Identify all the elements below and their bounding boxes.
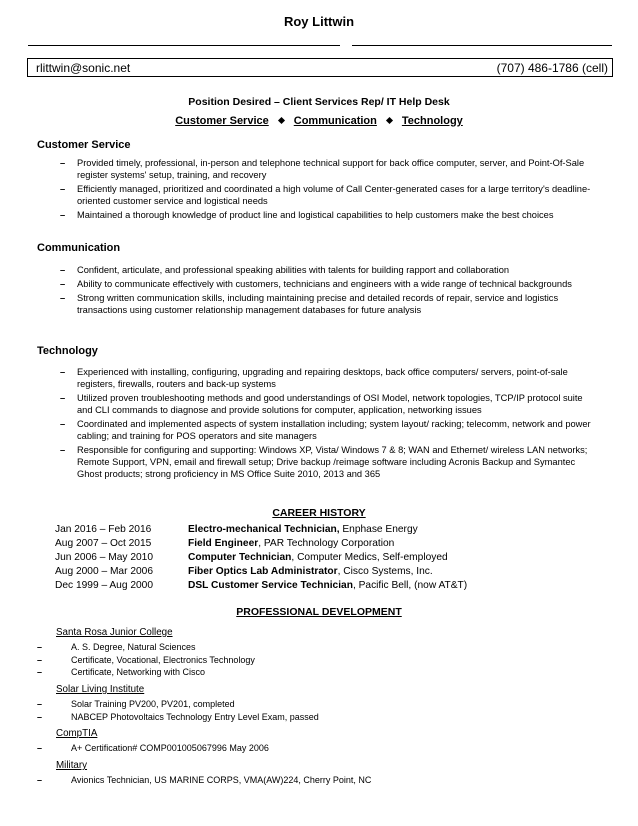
dash-bullet-icon: –	[60, 158, 66, 168]
career-employer: Enphase Energy	[339, 524, 418, 535]
dash-bullet-icon: –	[60, 367, 66, 377]
skill-communication: Communication	[293, 115, 377, 127]
career-dates: Aug 2007 – Oct 2015	[55, 538, 152, 549]
career-row	[55, 551, 615, 565]
section-heading-communication: Communication	[37, 242, 121, 254]
list-item	[37, 774, 597, 787]
dash-bullet-icon: –	[60, 393, 66, 403]
career-role	[188, 579, 467, 593]
list-item	[37, 666, 597, 679]
list-item-text: Responsible for configuring and supporting: Windows XP, Vista/ Windows 7 & 8; WAN and Ethernet/ wireless LAN networks; Remote Support, VPN, email and firewall setup; Drive backup /reimage software including Acronis Backup and Symantec Ghost products; strong proficiency in MS Office Suite 2010, 2013 and 365	[77, 445, 588, 479]
list-item-text: Coordinated and implemented aspects of system installation including; system layout/ racking; telecomm, network and power cabling; and training for POS operators and site managers	[77, 419, 591, 441]
dash-bullet-icon: –	[60, 184, 66, 194]
dash-bullet-icon: –	[37, 699, 43, 709]
career-dates: Dec 1999 – Aug 2000	[55, 580, 153, 591]
list-item	[37, 654, 597, 667]
career-role	[188, 551, 448, 565]
technology-list	[60, 366, 600, 482]
institution-name: Solar Living Institute	[56, 684, 145, 695]
list-item	[60, 392, 600, 416]
career-employer: , Cisco Systems, Inc.	[337, 566, 433, 577]
list-item	[60, 418, 600, 442]
career-title: DSL Customer Service Technician	[188, 580, 353, 591]
dash-bullet-icon: –	[60, 210, 66, 220]
list-item-text: A+ Certification# COMP001005067996 May 2006	[71, 743, 269, 753]
diamond-bullet-icon	[278, 117, 285, 124]
dash-bullet-icon: –	[60, 293, 66, 303]
list-item-text: Provided timely, professional, in-person and telephone technical support for back office computer, server, and Point-Of-Sale register systems' setup, training, and recovery	[77, 158, 585, 180]
dash-bullet-icon: –	[37, 743, 43, 753]
institution-name: Santa Rosa Junior College	[56, 627, 173, 638]
section-heading-technology: Technology	[37, 345, 98, 357]
career-row	[55, 537, 615, 551]
list-item	[60, 157, 600, 181]
list-item-text: Experienced with installing, configuring, upgrading and repairing desktops, back office computers/ servers, point-of-sale registers, firewalls, routers and back-up systems	[77, 367, 568, 389]
list-item	[37, 742, 597, 755]
institution-items	[37, 698, 597, 723]
career-dates: Jan 2016 – Feb 2016	[55, 524, 152, 535]
list-item	[60, 292, 600, 316]
section-heading-professional-development: PROFESSIONAL DEVELOPMENT	[236, 606, 402, 618]
list-item	[60, 209, 600, 221]
list-item	[60, 278, 600, 290]
dash-bullet-icon: –	[37, 642, 43, 652]
section-heading-career-history: CAREER HISTORY	[272, 507, 366, 519]
dash-bullet-icon: –	[37, 711, 43, 722]
career-dates: Jun 2006 – May 2010	[55, 552, 153, 563]
dash-bullet-icon: –	[37, 654, 43, 665]
career-role	[188, 537, 394, 551]
career-row	[55, 579, 615, 593]
dash-bullet-icon: –	[60, 265, 66, 275]
list-item-text: Certificate, Vocational, Electronics Technology	[71, 654, 255, 665]
dash-bullet-icon: –	[37, 775, 43, 785]
list-item	[37, 698, 597, 711]
career-role	[188, 523, 418, 537]
career-employer: , PAR Technology Corporation	[258, 538, 395, 549]
dash-bullet-icon: –	[60, 419, 66, 429]
list-item	[60, 444, 600, 480]
list-item-text: Utilized proven troubleshooting methods and good understandings of OSI Model, network topologies, TCP/IP protocol suite and CLI commands to diagnose and provide solutions for computer, application, networking issues	[77, 393, 583, 415]
list-item-text: Maintained a thorough knowledge of product line and logistical capabilities to help customers make the best choices	[77, 210, 554, 220]
dash-bullet-icon: –	[60, 279, 66, 289]
career-title: Field Engineer	[188, 538, 259, 549]
list-item-text: Solar Training PV200, PV201, completed	[71, 699, 235, 709]
diamond-bullet-icon	[386, 117, 393, 124]
career-dates: Aug 2000 – Mar 2006	[55, 566, 153, 577]
header-rule-left	[28, 45, 340, 46]
list-item	[60, 183, 600, 207]
list-item	[37, 641, 597, 654]
applicant-name: Roy Littwin	[283, 14, 355, 29]
career-role	[188, 565, 433, 579]
institution-name: CompTIA	[56, 728, 98, 739]
contact-bar	[27, 58, 613, 77]
header-rule-right	[352, 45, 612, 46]
dash-bullet-icon: –	[37, 667, 43, 677]
list-item-text: Efficiently managed, prioritized and coordinated a high volume of Call Center-generated cases for a large territory's deadline-oriented customer service and logistical needs	[77, 184, 591, 206]
skill-customer-service: Customer Service	[175, 115, 269, 127]
institution-name: Military	[56, 760, 88, 771]
list-item-text: Avionics Technician, US MARINE CORPS, VMA(AW)224, Cherry Point, NC	[71, 775, 372, 785]
list-item	[60, 264, 600, 276]
list-item-text: A. S. Degree, Natural Sciences	[71, 642, 196, 652]
dash-bullet-icon: –	[60, 445, 66, 455]
list-item-text: Strong written communication skills, including maintaining precise and detailed records of repair, service and logistics transactions using customer relationship management databases for future analysis	[77, 293, 559, 315]
customer-service-list	[60, 157, 600, 223]
section-heading-customer-service: Customer Service	[37, 139, 131, 151]
skills-line	[0, 115, 638, 127]
list-item-text: Confident, articulate, and professional speaking abilities with talents for building rapport and collaboration	[77, 265, 510, 275]
career-history-table	[55, 523, 615, 593]
phone: (707) 486-1786 (cell)	[496, 61, 608, 75]
email: rlittwin@sonic.net	[36, 61, 131, 75]
position-desired: Position Desired – Client Services Rep/ IT Help Desk	[188, 96, 450, 108]
list-item	[37, 711, 597, 724]
list-item-text: Ability to communicate effectively with customers, technicians and engineers with a wide range of technical backgrounds	[77, 279, 572, 289]
career-title: Computer Technician	[188, 552, 292, 563]
skill-technology: Technology	[401, 115, 463, 127]
career-row	[55, 523, 615, 537]
career-row	[55, 565, 615, 579]
institution-items	[37, 641, 597, 679]
career-title: Electro-mechanical Technician,	[188, 524, 340, 535]
list-item-text: Certificate, Networking with Cisco	[71, 667, 206, 677]
institution-items	[37, 742, 597, 755]
communication-list	[60, 264, 600, 318]
list-item-text: NABCEP Photovoltaics Technology Entry Level Exam, passed	[71, 711, 319, 722]
career-title: Fiber Optics Lab Administrator	[188, 566, 338, 577]
career-employer: , Pacific Bell, (now AT&T)	[352, 580, 468, 591]
institution-items	[37, 774, 597, 787]
list-item	[60, 366, 600, 390]
career-employer: , Computer Medics, Self-employed	[291, 552, 448, 563]
